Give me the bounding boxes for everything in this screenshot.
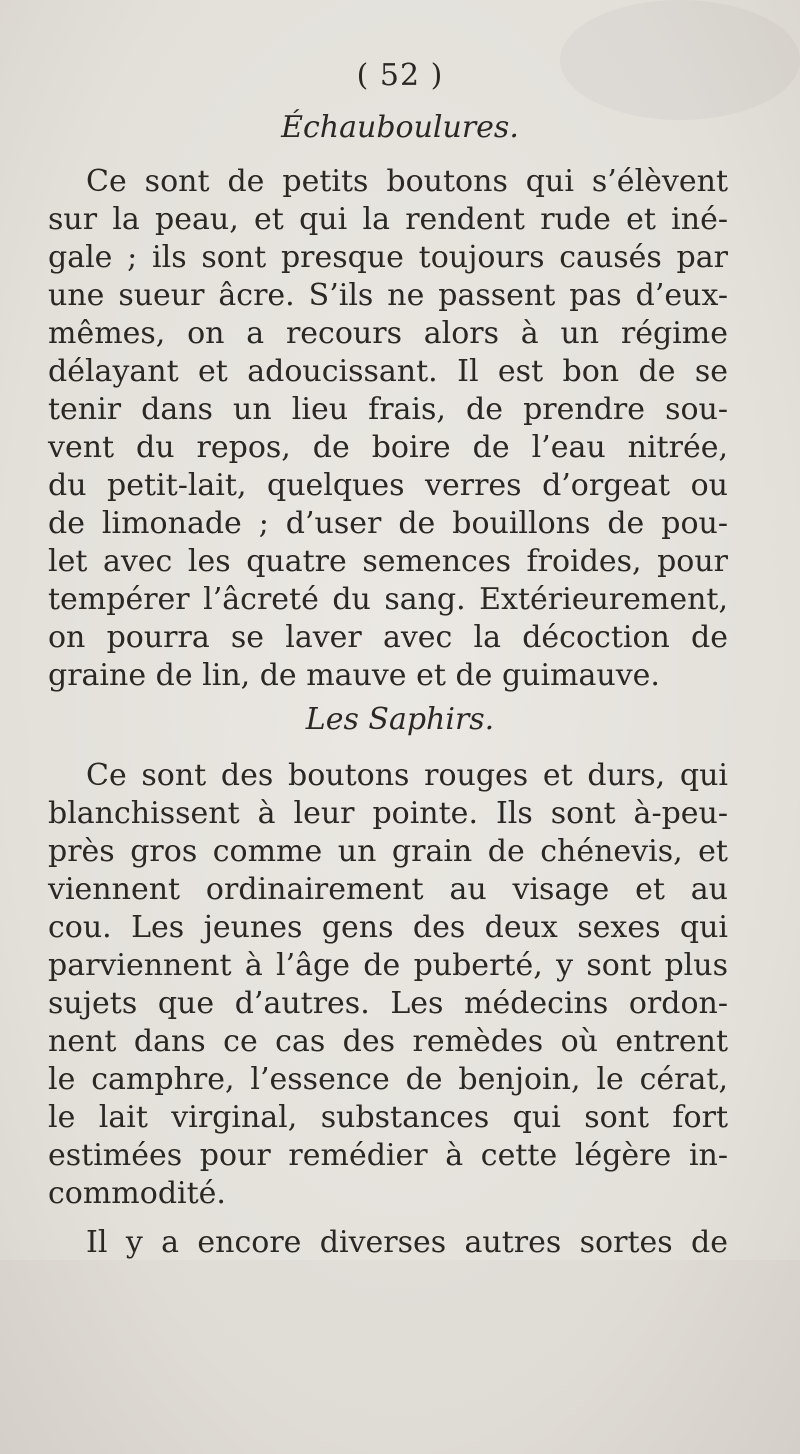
section-title-saphirs: Les Saphirs. bbox=[305, 702, 495, 737]
text-line: let avec les quatre semences froides, pour bbox=[48, 544, 728, 579]
text-line: une sueur âcre. S’ils ne passent pas d’eux- bbox=[48, 278, 728, 313]
text-line: tenir dans un lieu frais, de prendre sou- bbox=[48, 392, 728, 427]
text-line: graine de lin, de mauve et de guimauve. bbox=[48, 658, 660, 693]
text-line: le lait virginal, substances qui sont fort bbox=[48, 1100, 728, 1135]
text-line: du petit-lait, quelques verres d’orgeat ou bbox=[48, 468, 728, 503]
text-line: le camphre, l’essence de benjoin, le cérat, bbox=[48, 1062, 728, 1097]
text-line: commodité. bbox=[48, 1176, 226, 1211]
text-line: Il y a encore diverses autres sortes de bbox=[86, 1225, 728, 1260]
text-line: sur la peau, et qui la rendent rude et iné- bbox=[48, 202, 728, 237]
text-line: délayant et adoucissant. Il est bon de se bbox=[48, 354, 728, 389]
text-line: sujets que d’autres. Les médecins ordon- bbox=[48, 986, 728, 1021]
text-line: blanchissent à leur pointe. Ils sont à-peu- bbox=[48, 796, 728, 831]
text-line: près gros comme un grain de chénevis, et bbox=[48, 834, 728, 869]
text-line: Ce sont des boutons rouges et durs, qui bbox=[86, 758, 728, 793]
text-line: de limonade ; d’user de bouillons de pou- bbox=[48, 506, 728, 541]
text-line: nent dans ce cas des remèdes où entrent bbox=[48, 1024, 728, 1059]
text-line: viennent ordinairement au visage et au bbox=[48, 872, 728, 907]
section-title-echauboulures: Échauboulures. bbox=[281, 110, 519, 145]
paper-stain bbox=[0, 1260, 800, 1454]
text-line: tempérer l’âcreté du sang. Extérieurement, bbox=[48, 582, 728, 617]
text-line: vent du repos, de boire de l’eau nitrée, bbox=[48, 430, 728, 465]
text-line: gale ; ils sont presque toujours causés par bbox=[48, 240, 728, 275]
page-number: ( 52 ) bbox=[356, 58, 444, 93]
text-line: mêmes, on a recours alors à un régime bbox=[48, 316, 728, 351]
text-line: on pourra se laver avec la décoction de bbox=[48, 620, 728, 655]
text-line: parviennent à l’âge de puberté, y sont plus bbox=[48, 948, 728, 983]
text-line: cou. Les jeunes gens des deux sexes qui bbox=[48, 910, 728, 945]
text-line: estimées pour remédier à cette légère in- bbox=[48, 1138, 728, 1173]
text-line: Ce sont de petits boutons qui s’élèvent bbox=[86, 164, 728, 199]
